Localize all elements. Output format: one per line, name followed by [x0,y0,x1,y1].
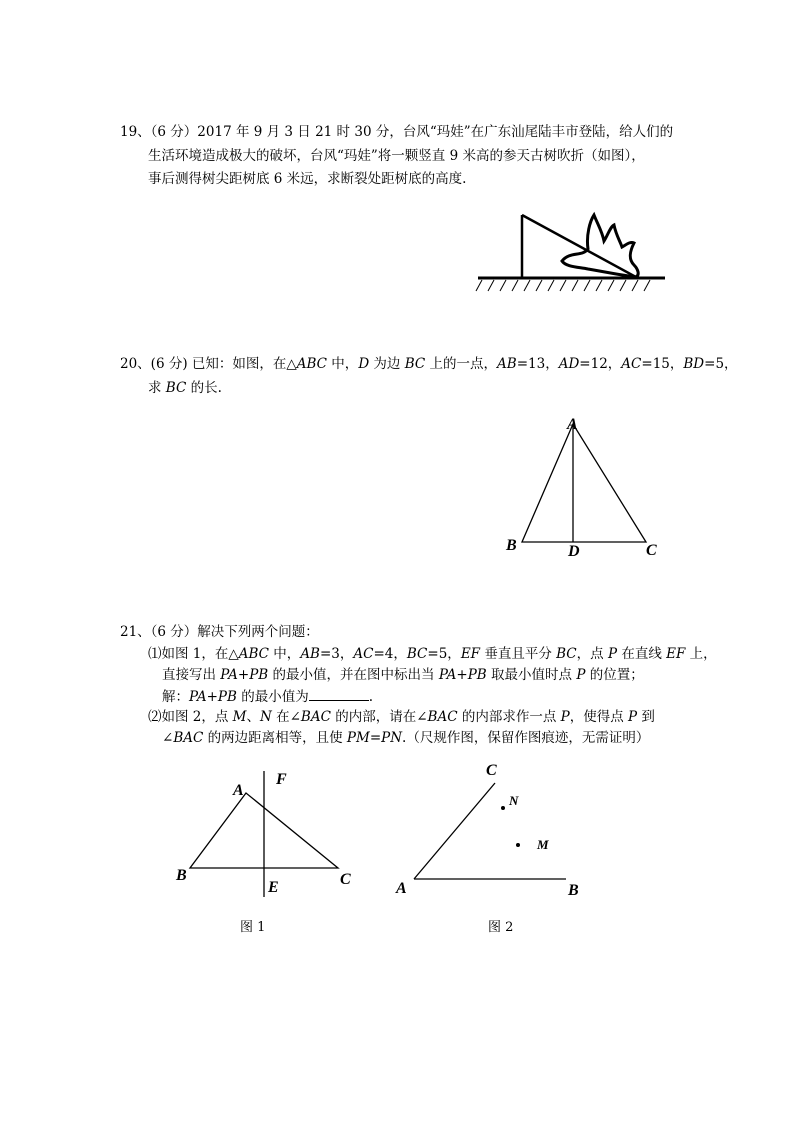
fig1-caption: 图 1 [240,920,266,935]
label-c: C [646,542,657,559]
triangle-abc [522,424,646,542]
tree-crown [562,215,638,277]
q21-part2-line-2: ∠BAC 的两边距离相等，且使 PM=PN.（尺规作图，保留作图痕迹，无需证明） [162,730,650,746]
q19-line-1: 19、（6 分）2017 年 9 月 3 日 21 时 30 分，台风“玛娃”在广东汕尾陆丰市登陆，给人们的 [120,124,674,140]
label-d: D [568,543,580,560]
fig2-caption: 图 2 [488,920,514,935]
q21-part1-line-1: ⑴如图 1，在△ABC 中，AB=3，AC=4，BC=5，EF 垂直且平分 BC，点 P 在直线 EF 上， [148,646,717,662]
fig2-label-b: B [568,882,579,899]
point-n [501,806,505,810]
q20-line-2: 求 BC 的长. [148,380,222,396]
label-a: A [567,416,578,433]
q21-figure-2 [390,755,600,905]
fig1-label-a: A [233,782,244,799]
fig2-label-c: C [486,762,497,779]
q19-tree-figure [470,205,670,295]
label-b: B [506,537,517,554]
q19-line-2: 生活环境造成极大的破坏，台风“玛娃”将一颗竖直 9 米高的参天古树吹折（如图）， [148,148,645,164]
fig1-label-c: C [340,871,351,888]
fig2-label-m: M [537,837,549,852]
ray-ac [414,783,495,879]
answer-blank[interactable] [309,688,369,701]
q21-part1-line-2: 直接写出 PA+PB 的最小值，并在图中标出当 PA+PB 取最小值时点 P 的位置； [162,667,644,683]
q19-line-3: 事后测得树尖距树底 6 米远，求断裂处距树底的高度. [148,171,467,187]
q21-figure-1 [170,765,370,905]
q20-line-1: 20、(6 分) 已知：如图，在△ABC 中，D 为边 BC 上的一点，AB=13，AD=12，AC=15，BD=5， [120,356,738,372]
fig1-label-f: F [276,771,287,788]
fig2-label-a: A [396,880,407,897]
q21-part1-answer-line: 解：PA+PB 的最小值为 . [162,689,374,705]
ground-hatching [476,280,650,291]
q20-triangle-figure [500,410,670,560]
point-m [516,843,520,847]
fig1-label-e: E [268,879,279,896]
fig2-label-n: N [509,793,519,808]
q21-part2-line-1: ⑵如图 2，点 M、N 在∠BAC 的内部，请在∠BAC 的内部求作一点 P，使得点 P 到 [148,709,655,725]
fig1-label-b: B [176,867,187,884]
q21-line-1: 21、（6 分）解决下列两个问题： [120,624,319,640]
